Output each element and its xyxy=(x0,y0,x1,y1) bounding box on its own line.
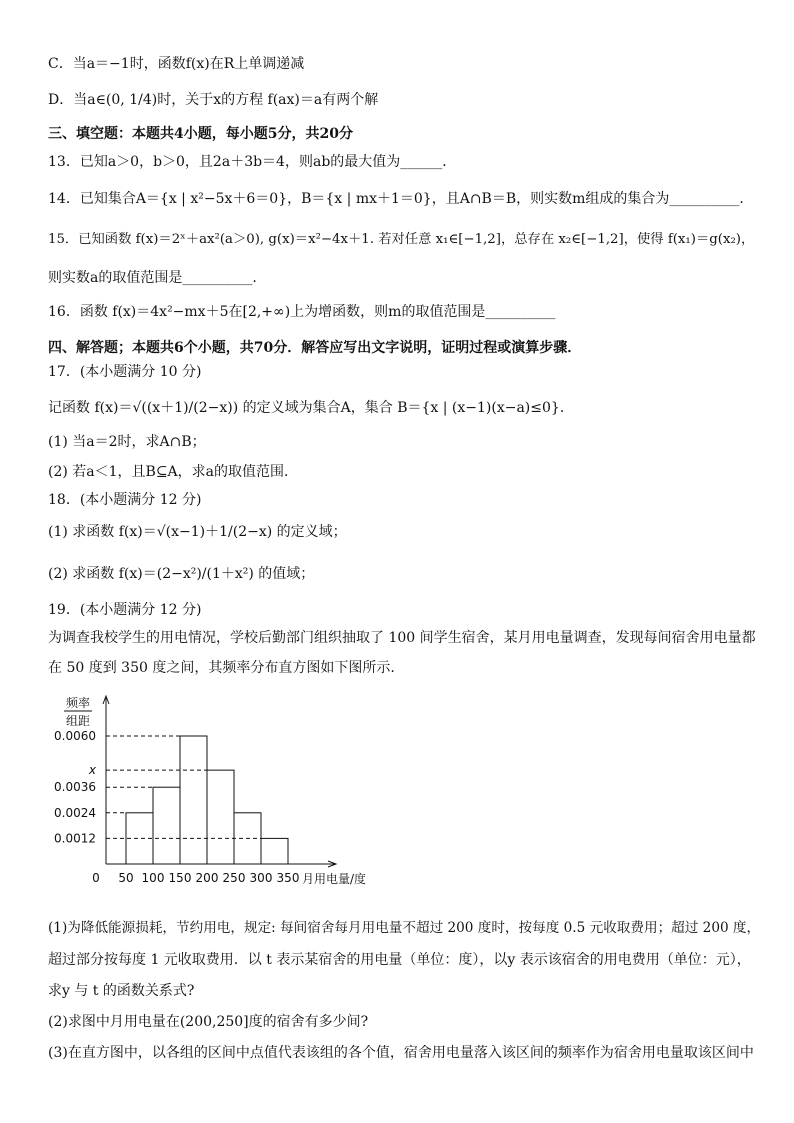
question-17-part2: (2) 若a＜1，且B⊆A，求a的取值范围． xyxy=(48,464,299,480)
question-19-sub2: (2)求图中月用电量在(200,250]度的宿舍有多少间? xyxy=(48,1014,369,1030)
x-tick-label: 50 xyxy=(118,871,134,885)
question-19-sub3: (3)在直方图中，以各组的区间中点值代表该组的各个值，宿舍用电量落入该区间的频率作为宿舍用电量取该区间中 xyxy=(48,1045,754,1061)
origin-label: 0 xyxy=(92,871,100,885)
x-tick-label: 350 xyxy=(276,871,300,885)
x-tick-label: 200 xyxy=(195,871,219,885)
option-c: C．当a＝−1时，函数f(x)在R上单调递减 xyxy=(48,56,305,72)
question-19-sub1-line1: (1)为降低能源损耗，节约用电，规定: 每间宿舍每月用电量不超过 200 度时，按每度 0.5 元收取费用；超过 200 度， xyxy=(48,920,761,936)
y-tick-label: 0.0012 xyxy=(54,831,96,846)
question-17-part1: (1) 当a＝2时，求A∩B； xyxy=(48,434,206,450)
histogram-bar xyxy=(207,770,234,864)
question-18-part2: (2) 求函数 f(x)＝(2−x²)/(1＋x²) 的值域； xyxy=(48,566,315,582)
question-19-para1: 为调查我校学生的用电情况，学校后勤部门组织抽取了 100 间学生宿舍，某月用电量调查，发现每间宿舍用电量都 xyxy=(48,630,756,646)
histogram-bar xyxy=(153,787,180,864)
frequency-histogram xyxy=(48,690,388,890)
y-tick-label: 0.0036 xyxy=(54,780,96,795)
section3-heading: 三、填空题：本题共4小题，每小题5分，共20分 xyxy=(48,126,353,142)
question-17-stem: 记函数 f(x)＝√((x＋1)/(2−x)) 的定义域为集合A，集合 B＝{x | (x−1)(x−a)≤0}． xyxy=(48,400,574,416)
question-15-line1: 15．已知函数 f(x)＝2ˣ＋ax²(a＞0), g(x)＝x²−4x＋1. 若对任意 x₁∈[−1,2]，总存在 x₂∈[−1,2]，使得 f(x₁)＝g(x₂)， xyxy=(48,232,755,247)
histogram-bar xyxy=(261,838,288,864)
question-16: 16．函数 f(x)＝4x²−mx＋5在[2,+∞)上为增函数，则m的取值范围是__________ xyxy=(48,304,556,320)
section4-heading: 四、解答题；本题共6个小题，共70分．解答应写出文字说明，证明过程或演算步骤． xyxy=(48,340,582,356)
question-17-title: 17．(本小题满分 10 分) xyxy=(48,364,202,380)
y-tick-label: x xyxy=(88,763,96,778)
question-13: 13．已知a＞0，b＞0，且2a＋3b＝4，则ab的最大值为______． xyxy=(48,154,457,170)
x-tick-label: 300 xyxy=(249,871,273,885)
question-15-line2: 则实数a的取值范围是__________. xyxy=(48,270,257,286)
histogram-bar xyxy=(180,736,207,864)
x-axis-label: 月用电量/度 xyxy=(302,872,367,886)
x-tick-label: 100 xyxy=(141,871,165,885)
x-tick-label: 250 xyxy=(222,871,246,885)
question-18-part1: (1) 求函数 f(x)＝√(x−1)＋1/(2−x) 的定义域； xyxy=(48,524,347,540)
y-axis-label-bottom: 组距 xyxy=(65,714,91,728)
y-tick-label: 0.0024 xyxy=(54,805,96,820)
question-18-title: 18．(本小题满分 12 分) xyxy=(48,492,202,508)
question-14: 14．已知集合A＝{x | x²−5x＋6＝0}，B＝{x | mx＋1＝0}，且A∩B＝B，则实数m组成的集合为__________． xyxy=(48,191,754,207)
y-tick-label: 0.0060 xyxy=(54,729,96,743)
question-19-sub1-line3: 求y 与 t 的函数关系式? xyxy=(48,983,195,999)
x-tick-label: 150 xyxy=(168,871,192,885)
question-19-sub1-line2: 超过部分按每度 1 元收取费用．以 t 表示某宿舍的用电量（单位：度），以y 表示该宿舍的用电费用（单位：元）， xyxy=(48,952,751,968)
y-axis-label-top: 频率 xyxy=(65,696,91,710)
option-d: D．当a∈(0, 1/4)时，关于x的方程 f(ax)＝a有两个解 xyxy=(48,92,379,108)
question-19-title: 19．(本小题满分 12 分) xyxy=(48,602,202,618)
question-19-para2: 在 50 度到 350 度之间，其频率分布直方图如下图所示. xyxy=(48,660,395,676)
